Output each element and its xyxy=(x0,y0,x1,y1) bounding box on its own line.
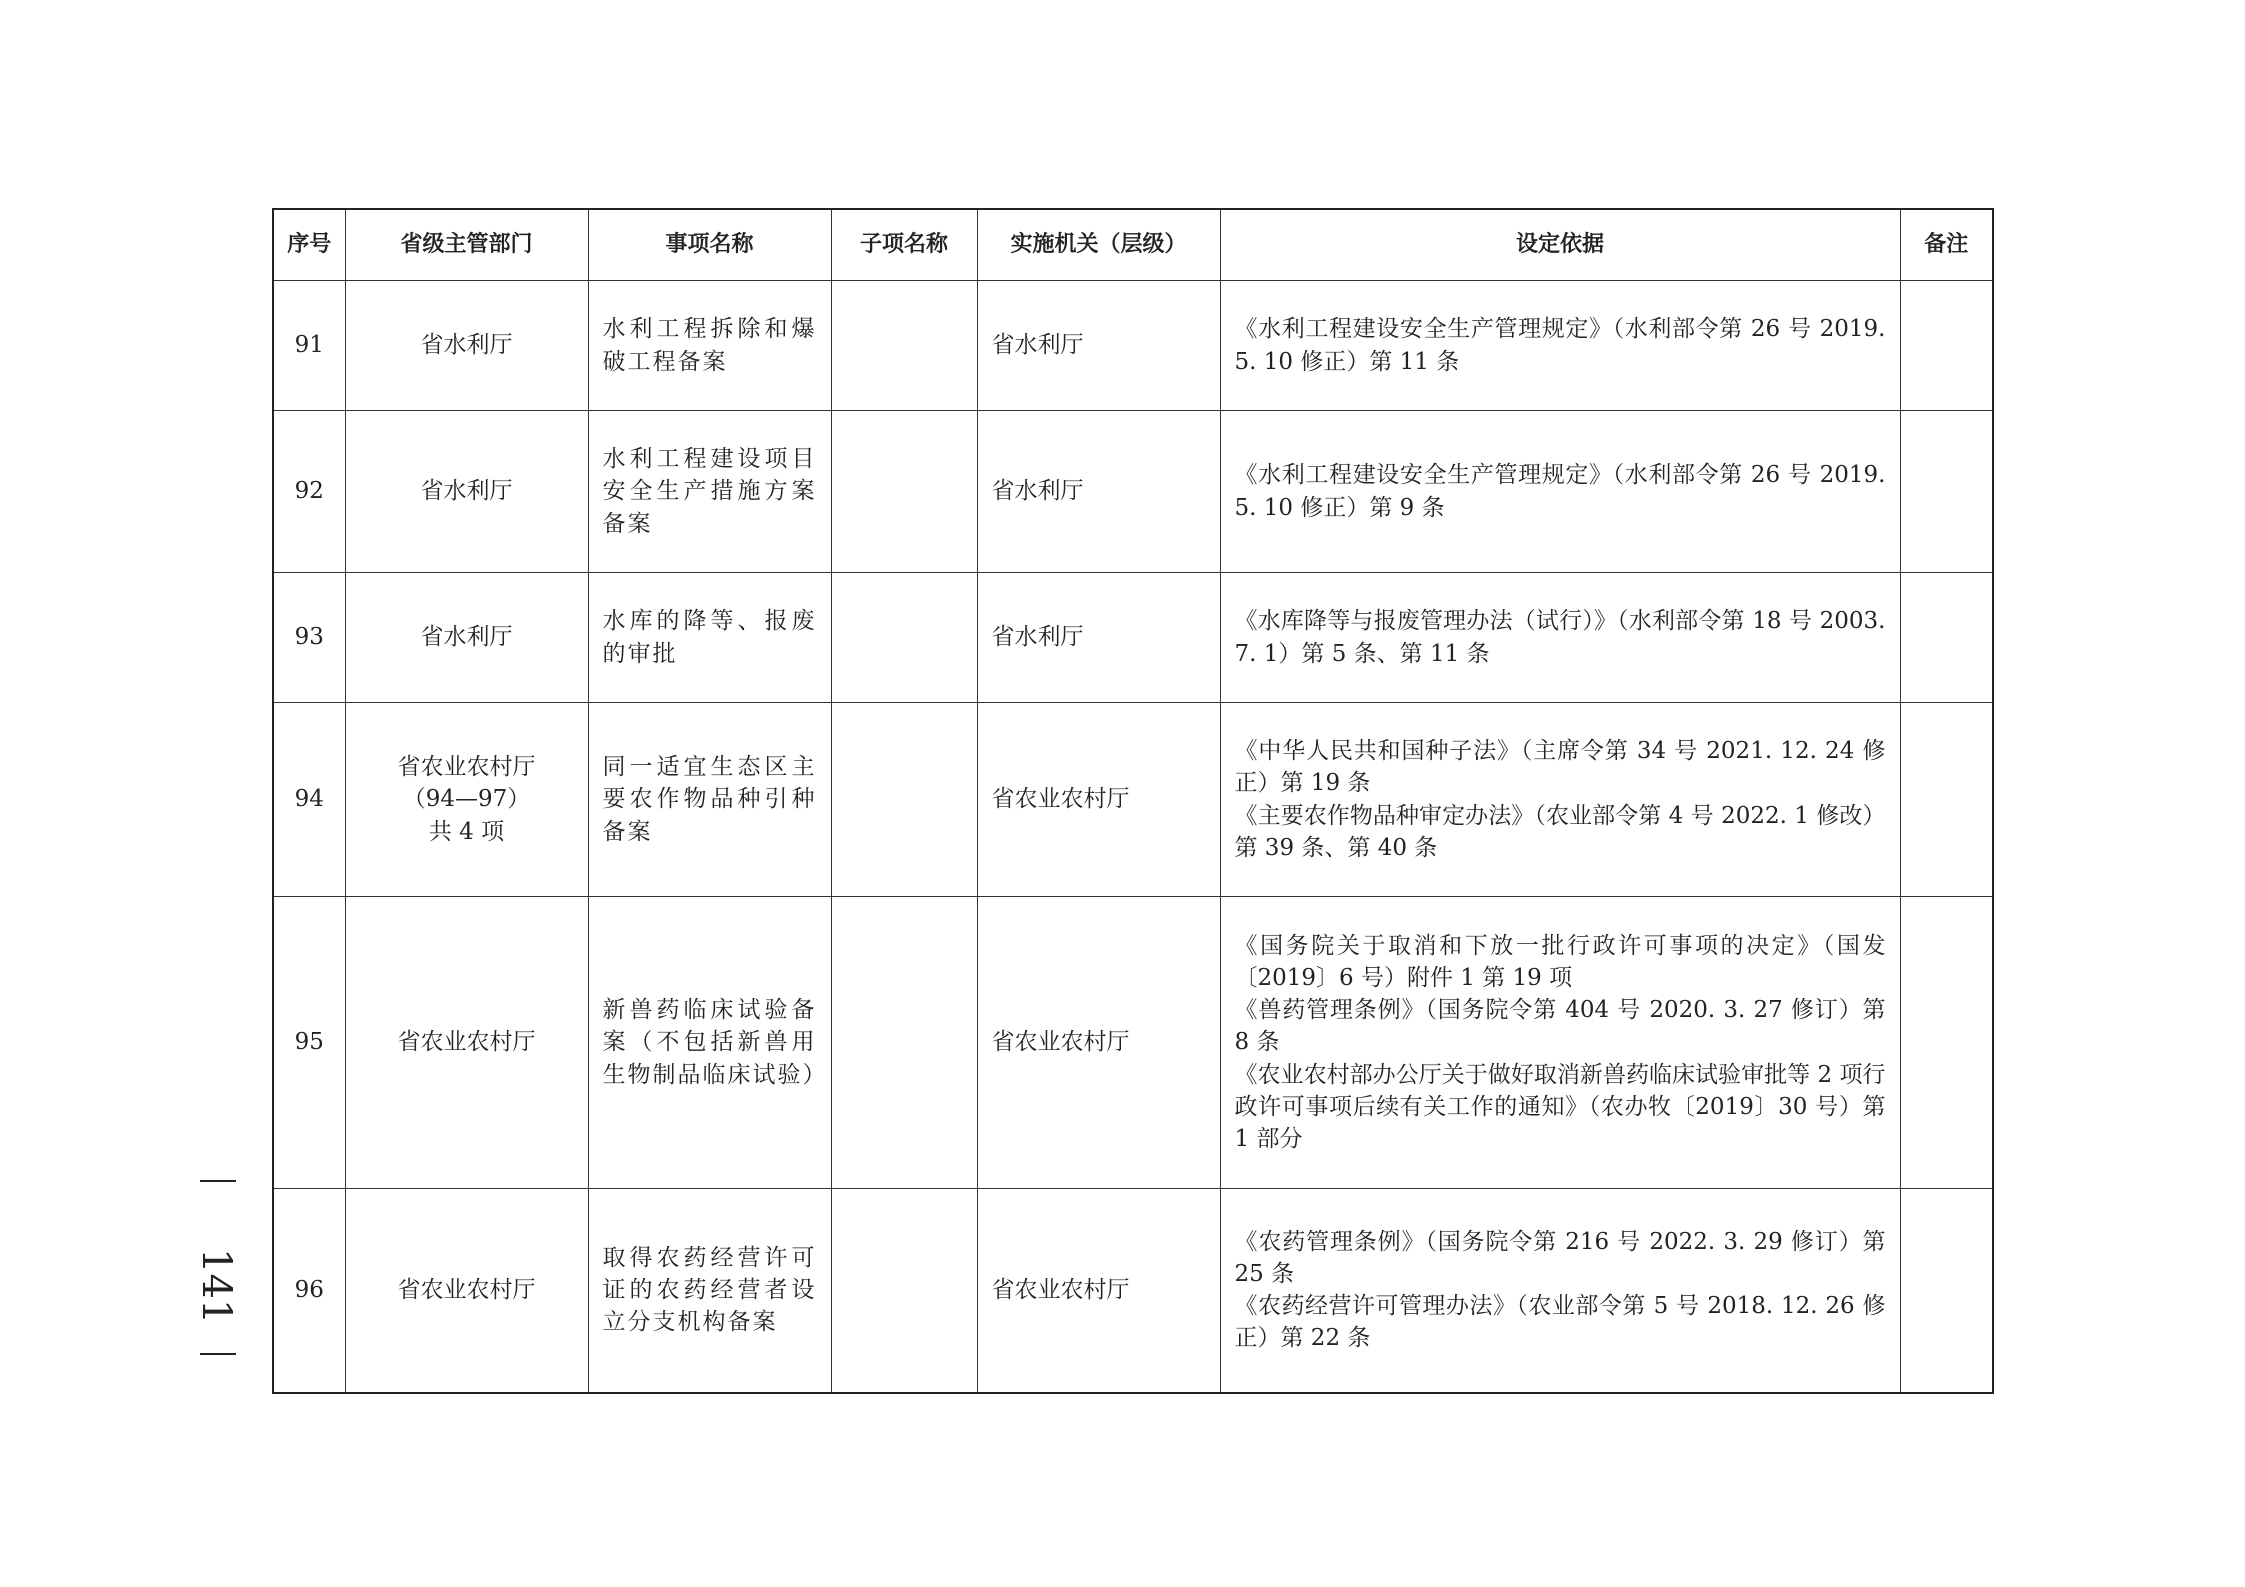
header-basis: 设定依据 xyxy=(1220,209,1900,281)
basis-line: 《农药经营许可管理办法》（农业部令第 5 号 2018. 12. 26 修正）第 22 条 xyxy=(1234,1293,1886,1352)
dept-line: 省农业农村厅 xyxy=(397,1029,536,1056)
basis-line: 《主要农作物品种审定办法》（农业部令第 4 号 2022. 1 修改）第 39 条、第 40 条 xyxy=(1234,802,1886,861)
header-item: 事项名称 xyxy=(588,209,831,281)
dept-line: 省水利厅 xyxy=(420,624,513,651)
table-row xyxy=(273,411,1993,573)
page-number-dash-top xyxy=(200,1180,236,1182)
header-row xyxy=(273,209,1993,281)
table-row xyxy=(273,573,1993,703)
org-cell: 省农业农村厅 xyxy=(977,703,1220,897)
basis-line: 《国务院关于取消和下放一批行政许可事项的决定》（国发〔2019〕6 号）附件 1 第 19 项 xyxy=(1234,932,1886,992)
basis-cell xyxy=(1220,573,1900,703)
dept-cell xyxy=(345,573,588,703)
item-cell: 同一适宜生态区主要农作物品种引种备案 xyxy=(588,703,831,897)
basis-line: 《农业农村部办公厅关于做好取消新兽药临床试验审批等 2 项行政许可事项后续有关工作的通知》（农办牧〔2019〕30 号）第 1 部分 xyxy=(1234,1061,1886,1152)
note-cell xyxy=(1900,573,1993,703)
dept-cell xyxy=(345,1189,588,1393)
dept-line: 省水利厅 xyxy=(420,332,513,359)
dept-cell xyxy=(345,703,588,897)
basis-cell xyxy=(1220,1189,1900,1393)
seq-cell: 94 xyxy=(273,703,345,897)
page-number-dash-bottom xyxy=(200,1353,236,1355)
table-row xyxy=(273,897,1993,1189)
header-seq: 序号 xyxy=(273,209,345,281)
table-row xyxy=(273,1189,1993,1393)
basis-line: 《水利工程建设安全生产管理规定》（水利部令第 26 号 2019. 5. 10 修正）第 11 条 xyxy=(1234,316,1886,375)
header-dept: 省级主管部门 xyxy=(345,209,588,281)
dept-line: 省农业农村厅 xyxy=(397,1277,536,1304)
note-cell xyxy=(1900,703,1993,897)
org-cell: 省农业农村厅 xyxy=(977,1189,1220,1393)
table-row xyxy=(273,281,1993,411)
page-number xyxy=(193,1180,239,1355)
header-note: 备注 xyxy=(1900,209,1993,281)
subitem-cell xyxy=(831,411,977,573)
basis-cell xyxy=(1220,411,1900,573)
org-cell: 省农业农村厅 xyxy=(977,897,1220,1189)
subitem-cell xyxy=(831,573,977,703)
basis-line: 《农药管理条例》（国务院令第 216 号 2022. 3. 29 修订）第 25 条 xyxy=(1234,1228,1886,1288)
item-cell: 新兽药临床试验备案（不包括新兽用生物制品临床试验） xyxy=(588,897,831,1189)
seq-cell: 93 xyxy=(273,573,345,703)
basis-cell xyxy=(1220,703,1900,897)
item-cell: 取得农药经营许可证的农药经营者设立分支机构备案 xyxy=(588,1189,831,1393)
seq-cell: 91 xyxy=(273,281,345,411)
dept-cell xyxy=(345,281,588,411)
subitem-cell xyxy=(831,1189,977,1393)
table-row xyxy=(273,703,1993,897)
note-cell xyxy=(1900,897,1993,1189)
basis-line: 《兽药管理条例》（国务院令第 404 号 2020. 3. 27 修订）第 8 条 xyxy=(1234,997,1886,1056)
dept-line: 省农业农村厅 xyxy=(397,754,536,781)
dept-line: 省水利厅 xyxy=(420,478,513,505)
org-cell: 省水利厅 xyxy=(977,281,1220,411)
org-cell: 省水利厅 xyxy=(977,411,1220,573)
dept-count: 共 4 项 xyxy=(428,818,505,845)
item-cell: 水利工程建设项目安全生产措施方案备案 xyxy=(588,411,831,573)
records-table xyxy=(272,208,1994,1394)
basis-cell xyxy=(1220,281,1900,411)
dept-range: （94—97） xyxy=(402,786,531,813)
page-number-text: 141 xyxy=(193,1247,239,1324)
note-cell xyxy=(1900,1189,1993,1393)
basis-line: 《水利工程建设安全生产管理规定》（水利部令第 26 号 2019. 5. 10 修正）第 9 条 xyxy=(1234,462,1886,521)
header-subitem: 子项名称 xyxy=(831,209,977,281)
dept-cell xyxy=(345,411,588,573)
item-cell: 水库的降等、报废的审批 xyxy=(588,573,831,703)
seq-cell: 92 xyxy=(273,411,345,573)
seq-cell: 95 xyxy=(273,897,345,1189)
basis-line: 《中华人民共和国种子法》（主席令第 34 号 2021. 12. 24 修正）第 19 条 xyxy=(1234,738,1886,797)
subitem-cell xyxy=(831,703,977,897)
seq-cell: 96 xyxy=(273,1189,345,1393)
dept-cell xyxy=(345,897,588,1189)
basis-cell xyxy=(1220,897,1900,1189)
org-cell: 省水利厅 xyxy=(977,573,1220,703)
header-org: 实施机关（层级） xyxy=(977,209,1220,281)
basis-line: 《水库降等与报废管理办法（试行）》（水利部令第 18 号 2003. 7. 1）第 5 条、第 11 条 xyxy=(1234,608,1886,667)
subitem-cell xyxy=(831,281,977,411)
subitem-cell xyxy=(831,897,977,1189)
item-cell: 水利工程拆除和爆破工程备案 xyxy=(588,281,831,411)
note-cell xyxy=(1900,411,1993,573)
note-cell xyxy=(1900,281,1993,411)
